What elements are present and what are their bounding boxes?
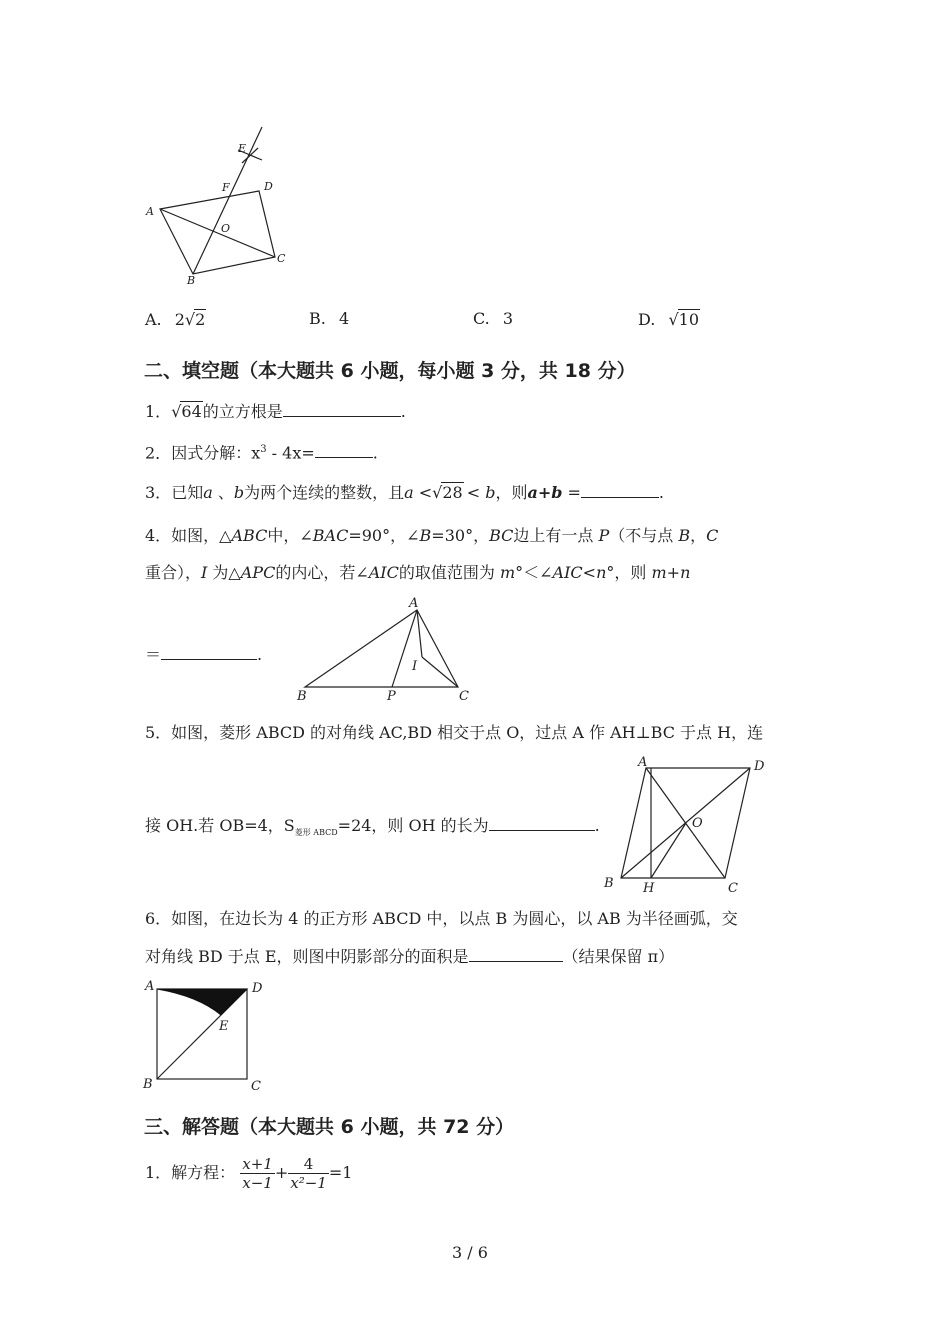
s3q1-label: 1．解方程： <box>145 1163 236 1182</box>
question-2-5-line1: 5．如图，菱形 ABCD 的对角线 AC,BD 相交于点 O，过点 A 作 AH⊥BC 于点 H，连 <box>145 723 764 742</box>
q2-text: 因式分解：x <box>171 443 261 463</box>
question-2-4-line2: 重合），I 为△APC的内心，若∠AIC的取值范围为 m°＜∠AIC<n°，则 m+n <box>145 563 691 582</box>
fraction-2: $\frac{4}{\text{x²−1}}$ <box>290 1155 327 1192</box>
question-2-4-line1: 4．如图，△ABC中，∠BAC=90°，∠B=30°，BC边上有一点 P（不与点 B，C <box>145 526 719 545</box>
label-b: B <box>297 689 307 704</box>
label-p: P <box>387 689 396 704</box>
label-e: E <box>238 142 247 155</box>
q5-answer-blank[interactable] <box>489 816 595 831</box>
question-2-1: 1．√64的立方根是 . <box>145 402 406 421</box>
q1-text: 的立方根是 <box>202 402 283 421</box>
section-2-title: 二、填空题（本大题共 6 小题，每小题 3 分，共 18 分） <box>144 360 636 382</box>
label-a: A <box>409 596 419 611</box>
label-o: O <box>221 222 231 235</box>
figure-rhombus <box>598 752 788 900</box>
option-c-label: C. <box>473 309 490 328</box>
question-2-5-line2: 接 OH.若 OB=4，$S_{菱形 ABCD}=24$，则 OH 的长为 . <box>145 816 600 838</box>
q3-number: 3． <box>145 483 172 502</box>
label-a: A <box>145 979 155 994</box>
label-b: B <box>604 876 614 891</box>
q2-answer-blank[interactable] <box>315 443 373 458</box>
q2-number: 2． <box>145 443 172 463</box>
option-a-coef: 2 <box>174 310 185 329</box>
option-a-radicand: 2 <box>195 310 206 329</box>
label-o: O <box>692 816 703 831</box>
label-d: D <box>252 981 263 996</box>
label-h: H <box>643 881 655 896</box>
figure-square-arc <box>138 975 268 1093</box>
section-3-title: 三、解答题（本大题共 6 小题，共 72 分） <box>144 1116 515 1138</box>
option-a-label: A. <box>145 310 162 329</box>
label-a: A <box>146 205 154 218</box>
q4-answer-blank[interactable] <box>161 645 257 660</box>
option-a: A. 2√2 <box>145 310 206 329</box>
label-i: I <box>412 659 418 674</box>
page-number: 3 / 6 <box>452 1243 488 1262</box>
label-c: C <box>277 252 286 265</box>
option-b <box>309 309 349 329</box>
option-c <box>473 309 513 329</box>
figure-triangle-incenter <box>290 592 480 704</box>
q6-answer-blank[interactable] <box>469 947 563 962</box>
label-f: F <box>222 181 230 194</box>
option-d-label: D. <box>638 310 656 329</box>
label-c: C <box>459 689 469 704</box>
q1-answer-blank[interactable] <box>283 402 401 417</box>
q3-answer-blank[interactable] <box>581 483 659 498</box>
option-b-value: 4 <box>338 309 350 328</box>
question-2-6-line2: 对角线 BD 于点 E，则图中阴影部分的面积是 （结果保留 π） <box>145 947 675 966</box>
option-d: D. √10 <box>638 310 699 329</box>
option-b-label: B. <box>309 309 326 328</box>
label-b: B <box>143 1077 153 1092</box>
question-2-3: 3．已知a 、b为两个连续的整数，且a <√28 < b，则a+b = . <box>145 483 665 502</box>
label-d: D <box>264 180 273 193</box>
label-c: C <box>728 881 738 896</box>
question-2-4-line3: ＝ . <box>145 645 263 664</box>
label-c: C <box>251 1079 261 1093</box>
figure-quadrilateral <box>140 120 300 290</box>
q1-number: 1． <box>145 402 172 421</box>
option-c-value: 3 <box>502 309 514 328</box>
option-d-radicand: 10 <box>678 310 699 329</box>
label-a: A <box>638 755 648 770</box>
label-d: D <box>754 759 765 774</box>
q1-radicand: 64 <box>181 402 202 421</box>
label-e: E <box>219 1019 229 1034</box>
q3-radicand: 28 <box>442 483 463 502</box>
question-2-2: 2．因式分解：$x^3 - 4x=$ . <box>145 443 378 463</box>
question-3-1: 1．解方程： $\frac{x+1}{x-1}$ + $\frac{4}{\text{x²−1}}$ =1 <box>145 1155 353 1192</box>
fraction-1: $\frac{x+1}{x-1}$ <box>242 1155 273 1192</box>
label-b: B <box>187 274 196 287</box>
question-2-6-line1: 6．如图，在边长为 4 的正方形 ABCD 中，以点 B 为圆心，以 AB 为半径画弧，交 <box>145 909 738 928</box>
